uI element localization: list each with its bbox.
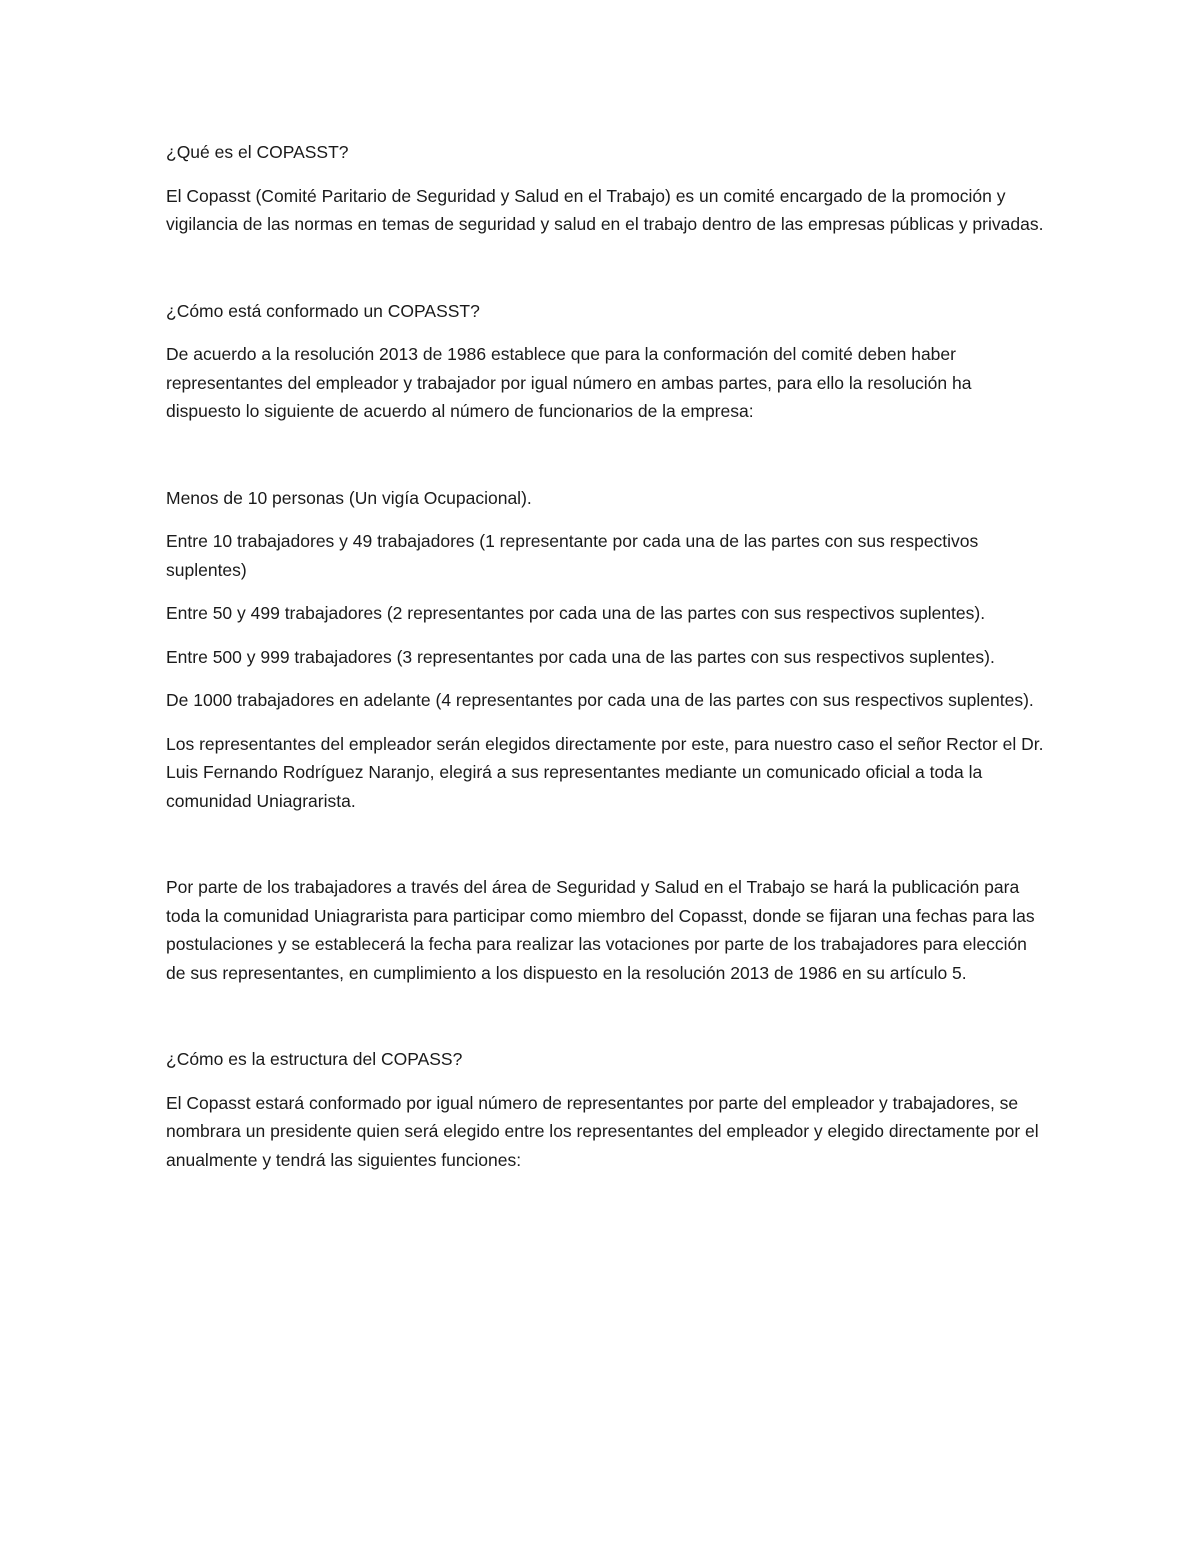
paragraph-resolucion: De acuerdo a la resolución 2013 de 1986 establece que para la conformación del comité deben haber representantes del empleador y trabajador por igual número en ambas partes, para ello la resolución ha dispuesto lo siguiente de acuerdo al número de funcionarios de la empresa:: [166, 344, 972, 421]
paragraph-entre-10-y-49: Entre 10 trabajadores y 49 trabajadores (1 representante por cada una de las partes con sus respectivos suplentes): [166, 531, 979, 580]
section-heading-que-es: ¿Qué es el COPASST?: [166, 142, 349, 162]
paragraph-1000-en-adelante: De 1000 trabajadores en adelante (4 representantes por cada una de las partes con sus respectivos suplentes).: [166, 690, 1034, 710]
paragraph-menos-de-10: Menos de 10 personas (Un vigía Ocupacional).: [166, 487, 532, 508]
paragraph-representantes-empleador: Los representantes del empleador serán elegidos directamente por este, para nuestro caso el señor Rector el Dr. Luis Fernando Rodríguez Naranjo, elegirá a sus representantes mediante un comunicado oficial a toda la comunidad Uniagrarista.: [166, 733, 1044, 811]
paragraph-estructura: El Copasst estará conformado por igual número de representantes por parte del empleador y trabajadores, se nombrara un presidente quien será elegido entre los representantes del empleador y elegido directamente por el anualmente y tendrá las siguientes funciones:: [166, 1092, 1039, 1170]
paragraph-definition: El Copasst (Comité Paritario de Seguridad y Salud en el Trabajo) es un comité encargado de la promoción y vigilancia de las normas en temas de seguridad y salud en el trabajo dentro de las empresas públicas y privadas.: [166, 185, 1044, 234]
paragraph-entre-500-y-999: Entre 500 y 999 trabajadores (3 representantes por cada una de las partes con sus respectivos suplentes).: [166, 646, 995, 667]
section-heading-conformacion: ¿Cómo está conformado un COPASST?: [166, 300, 480, 321]
paragraph-entre-50-y-499: Entre 50 y 499 trabajadores (2 representantes por cada una de las partes con sus respectivos suplentes).: [166, 603, 986, 623]
section-heading-estructura: ¿Cómo es la estructura del COPASS?: [166, 1049, 463, 1069]
paragraph-representantes-trabajadores: Por parte de los trabajadores a través del área de Seguridad y Salud en el Trabajo se hará la publicación para toda la comunidad Uniagrarista para participar como miembro del Copasst, donde se fijaran una fechas para las postulaciones y se establecerá la fecha para realizar las votaciones por parte de los trabajadores para elección de sus representantes, en cumplimiento a los dispuesto en la resolución 2013 de 1986 en su artículo 5.: [166, 877, 1035, 983]
document-body: [166, 138, 1046, 1189]
